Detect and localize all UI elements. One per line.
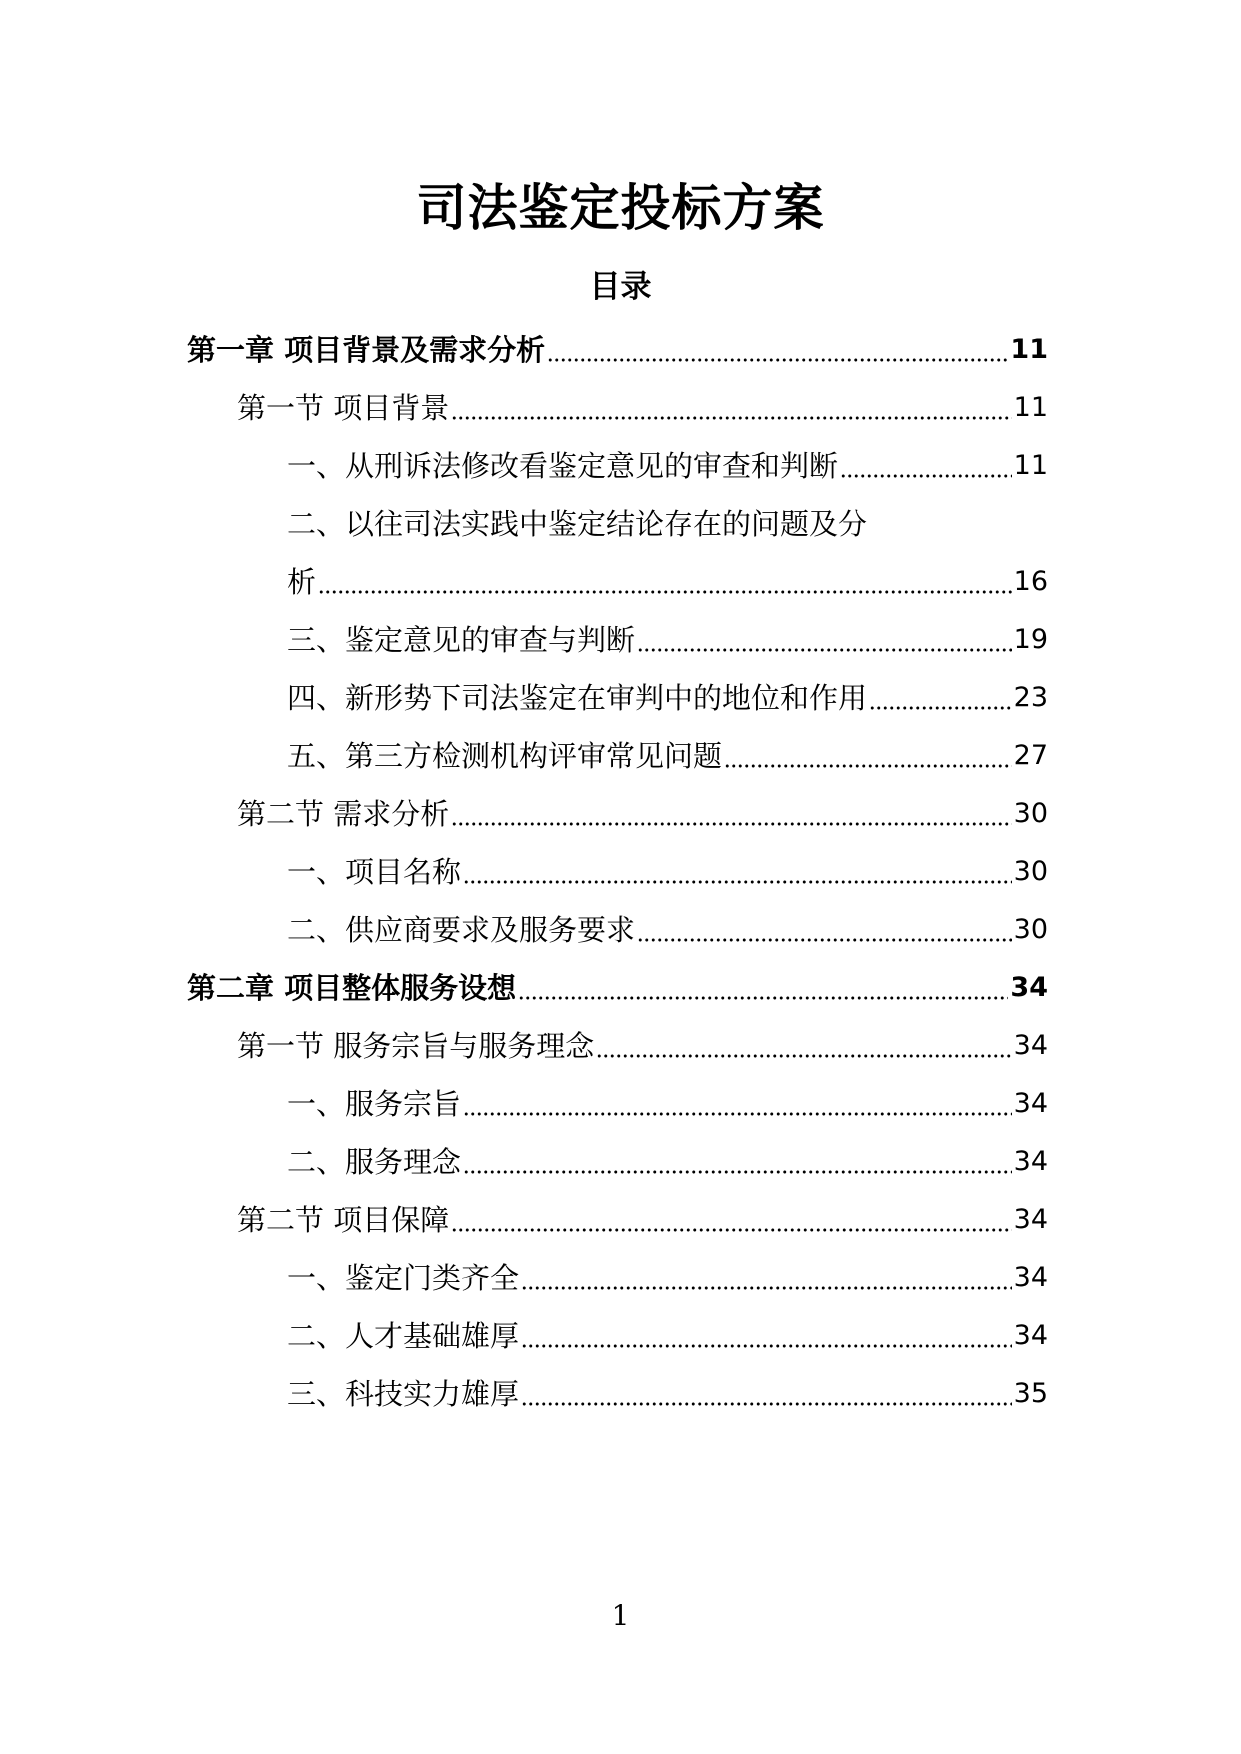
toc-item-1-1-2[interactable] — [287, 554, 1048, 602]
toc-entry-title: 一、鉴定门类齐全 — [287, 1261, 520, 1295]
toc-entry-title: 第二节 需求分析 — [237, 797, 450, 831]
toc-dot-leader — [724, 760, 1012, 768]
toc-dot-leader — [547, 354, 1008, 362]
toc-entry-page: 27 — [1013, 740, 1048, 771]
toc-entry-title: 一、从刑诉法修改看鉴定意见的审查和判断 — [287, 449, 839, 483]
toc-item-1-1-2-line1[interactable] — [287, 496, 867, 544]
toc-dot-leader — [840, 470, 1012, 478]
toc-dot-leader — [869, 702, 1012, 710]
toc-entry-title: 第一章 项目背景及需求分析 — [187, 333, 546, 367]
toc-item-2-2-2[interactable] — [287, 1308, 1048, 1356]
toc-section-1-2[interactable] — [237, 786, 1048, 834]
toc-entry-title: 第二节 项目保障 — [237, 1203, 450, 1237]
toc-dot-leader — [521, 1398, 1012, 1406]
toc-entry-page: 34 — [1013, 1030, 1048, 1061]
toc-entry-page: 35 — [1013, 1378, 1048, 1409]
toc-entry-title: 二、以往司法实践中鉴定结论存在的问题及分 — [287, 507, 868, 541]
toc-entry-title: 一、项目名称 — [287, 855, 462, 889]
toc-dot-leader — [451, 1224, 1011, 1232]
toc-entry-title: 第二章 项目整体服务设想 — [187, 971, 517, 1005]
toc-entry-title: 一、服务宗旨 — [287, 1087, 462, 1121]
toc-entry-title: 二、人才基础雄厚 — [287, 1319, 520, 1353]
toc-entry-page: 23 — [1013, 682, 1048, 713]
toc-entry-title: 第一节 项目背景 — [237, 391, 450, 425]
toc-entry-page: 34 — [1013, 1088, 1048, 1119]
page-number: 1 — [611, 1599, 630, 1632]
toc-entry-page: 34 — [1013, 1262, 1048, 1293]
toc-dot-leader — [637, 644, 1012, 652]
toc-entry-title: 三、鉴定意见的审查与判断 — [287, 623, 636, 657]
toc-section-2-1[interactable] — [237, 1018, 1048, 1066]
toc-chapter-1[interactable] — [187, 322, 1048, 370]
toc-dot-leader — [596, 1050, 1011, 1058]
toc-entry-page: 11 — [1010, 334, 1048, 365]
toc-entry-page: 34 — [1013, 1146, 1048, 1177]
toc-entry-title: 第一节 服务宗旨与服务理念 — [237, 1029, 595, 1063]
toc-entry-title: 五、第三方检测机构评审常见问题 — [287, 739, 723, 773]
toc-item-2-2-3[interactable] — [287, 1366, 1048, 1414]
toc-entry-title: 三、科技实力雄厚 — [287, 1377, 520, 1411]
toc-entry-page: 30 — [1013, 856, 1048, 887]
toc-item-1-1-3[interactable] — [287, 612, 1048, 660]
toc-dot-leader — [318, 586, 1012, 594]
toc-dot-leader — [463, 1166, 1012, 1174]
toc-item-1-2-1[interactable] — [287, 844, 1048, 892]
toc-chapter-2[interactable] — [187, 960, 1048, 1008]
toc-entry-page: 30 — [1013, 798, 1048, 829]
toc-item-2-1-2[interactable] — [287, 1134, 1048, 1182]
toc-entry-page: 30 — [1013, 914, 1048, 945]
toc-item-1-1-1[interactable] — [287, 438, 1048, 486]
toc-entry-page: 11 — [1013, 392, 1048, 423]
toc-entry-title: 析 — [287, 565, 317, 599]
toc-dot-leader — [637, 934, 1012, 942]
toc-entry-page: 34 — [1013, 1204, 1048, 1235]
toc-dot-leader — [521, 1340, 1012, 1348]
toc-dot-leader — [451, 412, 1011, 420]
toc-item-2-1-1[interactable] — [287, 1076, 1048, 1124]
toc-entry-title: 二、服务理念 — [287, 1145, 462, 1179]
toc-dot-leader — [518, 992, 1008, 1000]
toc-entry-title: 二、供应商要求及服务要求 — [287, 913, 636, 947]
toc-entry-page: 34 — [1010, 972, 1048, 1003]
document-title: 司法鉴定投标方案 — [416, 179, 825, 237]
toc-entry-page: 11 — [1013, 450, 1048, 481]
toc-section-2-2[interactable] — [237, 1192, 1048, 1240]
toc-item-1-1-5[interactable] — [287, 728, 1048, 776]
toc-dot-leader — [463, 1108, 1012, 1116]
toc-dot-leader — [521, 1282, 1012, 1290]
toc-item-2-2-1[interactable] — [287, 1250, 1048, 1298]
toc-section-1-1[interactable] — [237, 380, 1048, 428]
toc-item-1-2-2[interactable] — [287, 902, 1048, 950]
toc-item-1-1-4[interactable] — [287, 670, 1048, 718]
toc-entry-page: 34 — [1013, 1320, 1048, 1351]
toc-heading: 目录 — [589, 269, 652, 305]
toc-dot-leader — [451, 818, 1011, 826]
toc-entry-title: 四、新形势下司法鉴定在审判中的地位和作用 — [287, 681, 868, 715]
toc-entry-page: 16 — [1013, 566, 1048, 597]
toc-dot-leader — [463, 876, 1012, 884]
toc-entry-page: 19 — [1013, 624, 1048, 655]
